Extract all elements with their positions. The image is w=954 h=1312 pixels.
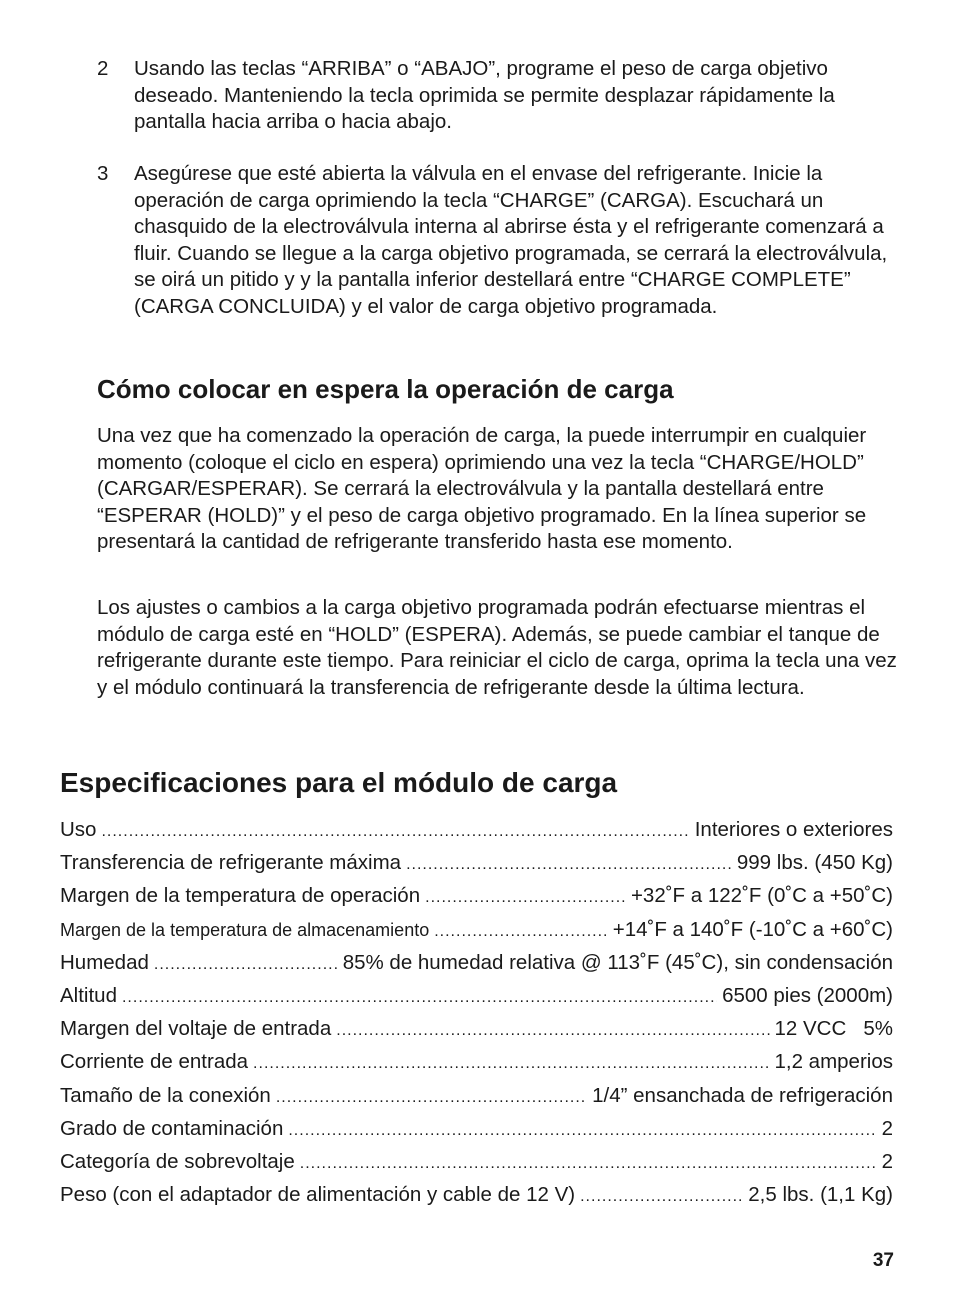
dot-leader (122, 981, 717, 1012)
dot-leader (336, 1014, 769, 1045)
step-number: 3 (97, 162, 109, 185)
spec-value: 2 (881, 1116, 893, 1140)
page-number: 37 (872, 1250, 894, 1271)
spec-value: 2,5 lbs. (1,1 Kg) (748, 1183, 893, 1207)
step-text: Asegúrese que esté abierta la válvula en el envase del refrigerante. Inicie la operación de carga oprimiendo la tecla “CHARGE” (CARGA). Escuchará un chasquido de la electroválvula interna al abrirse ésta y el refrigerante comenzará a fluir. Cuando se llegue a la carga objetivo programada, se cerrará la electroválvula, se oirá un pitido y y la pantalla inferior destellará entre “CHARGE COMPLETE” (CARGA CONCLUIDA) y el valor de carga objetivo programada. (134, 162, 888, 318)
hold-paragraph-1: Una vez que ha comenzado la operación de carga, la puede interrumpir en cualquier momento (coloque el ciclo en espera) oprimiendo una vez la tecla “CHARGE/HOLD” (CARGAR/ESPERAR). Se cerrará la electroválvula y la pantalla destellará entre “ESPERAR (HOLD)” y el peso de carga objetivo programado. En la línea superior se presentará la cantidad de refrigerante transferido hasta ese momento. (97, 424, 867, 553)
dot-leader (276, 1081, 587, 1112)
spec-row-voltaje (60, 1012, 893, 1045)
spec-value: 12 VCC 5% (774, 1017, 893, 1041)
step-number: 2 (97, 57, 109, 80)
spec-label: Categoría de sobrevoltaje (60, 1149, 295, 1173)
spec-label: Uso (60, 818, 97, 841)
spec-row-temp-almacenamiento (60, 913, 893, 946)
dot-leader (406, 848, 732, 879)
spec-label: Altitud (60, 983, 117, 1007)
spec-label: Margen de la temperatura de operación (60, 884, 421, 908)
spec-row-temp-operacion (60, 879, 893, 912)
specs-table (60, 813, 893, 1211)
spec-label: Transferencia de refrigerante máxima (60, 851, 402, 875)
spec-label: Grado de contaminación (60, 1116, 284, 1140)
step-2 (97, 56, 897, 136)
specs-heading: Especificaciones para el módulo de carga (60, 767, 618, 798)
spec-row-humedad (60, 946, 893, 979)
dot-leader (288, 1114, 876, 1145)
step-3 (97, 161, 897, 320)
spec-value: 1,2 amperios (774, 1050, 893, 1074)
spec-value: 6500 pies (2000m) (722, 983, 893, 1007)
hold-paragraph-2: Los ajustes o cambios a la carga objetivo programada podrán efectuarse mientras el módulo de carga esté en “HOLD” (ESPERA). Además, se puede cambiar el tanque de refrigerante durante este tiempo. Para reiniciar el ciclo de carga, oprima la tecla una vez y el módulo continuará la transferencia de refrigerante desde la última lectura. (97, 596, 897, 699)
spec-value: +14˚F a 140˚F (-10˚C a +60˚C) (612, 917, 893, 941)
spec-value: 2 (881, 1149, 893, 1173)
spec-row-uso (60, 813, 893, 846)
dot-leader (253, 1047, 769, 1078)
spec-value: Interiores o exteriores (694, 818, 893, 841)
spec-row-peso (60, 1178, 893, 1211)
spec-value: +32˚F a 122˚F (0˚C a +50˚C) (630, 884, 893, 908)
spec-value: 1/4” ensanchada de refrigeración (592, 1083, 893, 1107)
spec-row-transferencia (60, 846, 893, 879)
spec-value: 85% de humedad relativa @ 113˚F (45˚C), sin condensación (342, 950, 893, 974)
spec-row-sobrevoltaje (60, 1145, 893, 1178)
dot-leader (580, 1180, 743, 1211)
dot-leader (101, 815, 689, 846)
hold-section-heading: Cómo colocar en espera la operación de carga (97, 374, 674, 404)
spec-row-corriente (60, 1045, 893, 1078)
spec-label: Peso (con el adaptador de alimentación y cable de 12 V) (60, 1183, 576, 1207)
dot-leader (425, 881, 626, 912)
dot-leader (300, 1147, 877, 1178)
spec-label: Tamaño de la conexión (60, 1083, 271, 1107)
spec-label: Margen de la temperatura de almacenamiento (60, 919, 430, 940)
dot-leader (434, 915, 608, 946)
dot-leader (154, 948, 338, 979)
spec-row-altitud (60, 979, 893, 1012)
spec-label: Corriente de entrada (60, 1050, 249, 1074)
spec-row-conexion (60, 1079, 893, 1112)
step-text: Usando las teclas “ARRIBA” o “ABAJO”, programe el peso de carga objetivo deseado. Manteniendo la tecla oprimida se permite desplazar rápidamente la pantalla hacia arriba o hacia abajo. (134, 57, 835, 133)
spec-row-contaminacion (60, 1112, 893, 1145)
spec-label: Margen del voltaje de entrada (60, 1017, 332, 1041)
spec-value: 999 lbs. (450 Kg) (736, 851, 893, 875)
spec-label: Humedad (60, 950, 149, 974)
